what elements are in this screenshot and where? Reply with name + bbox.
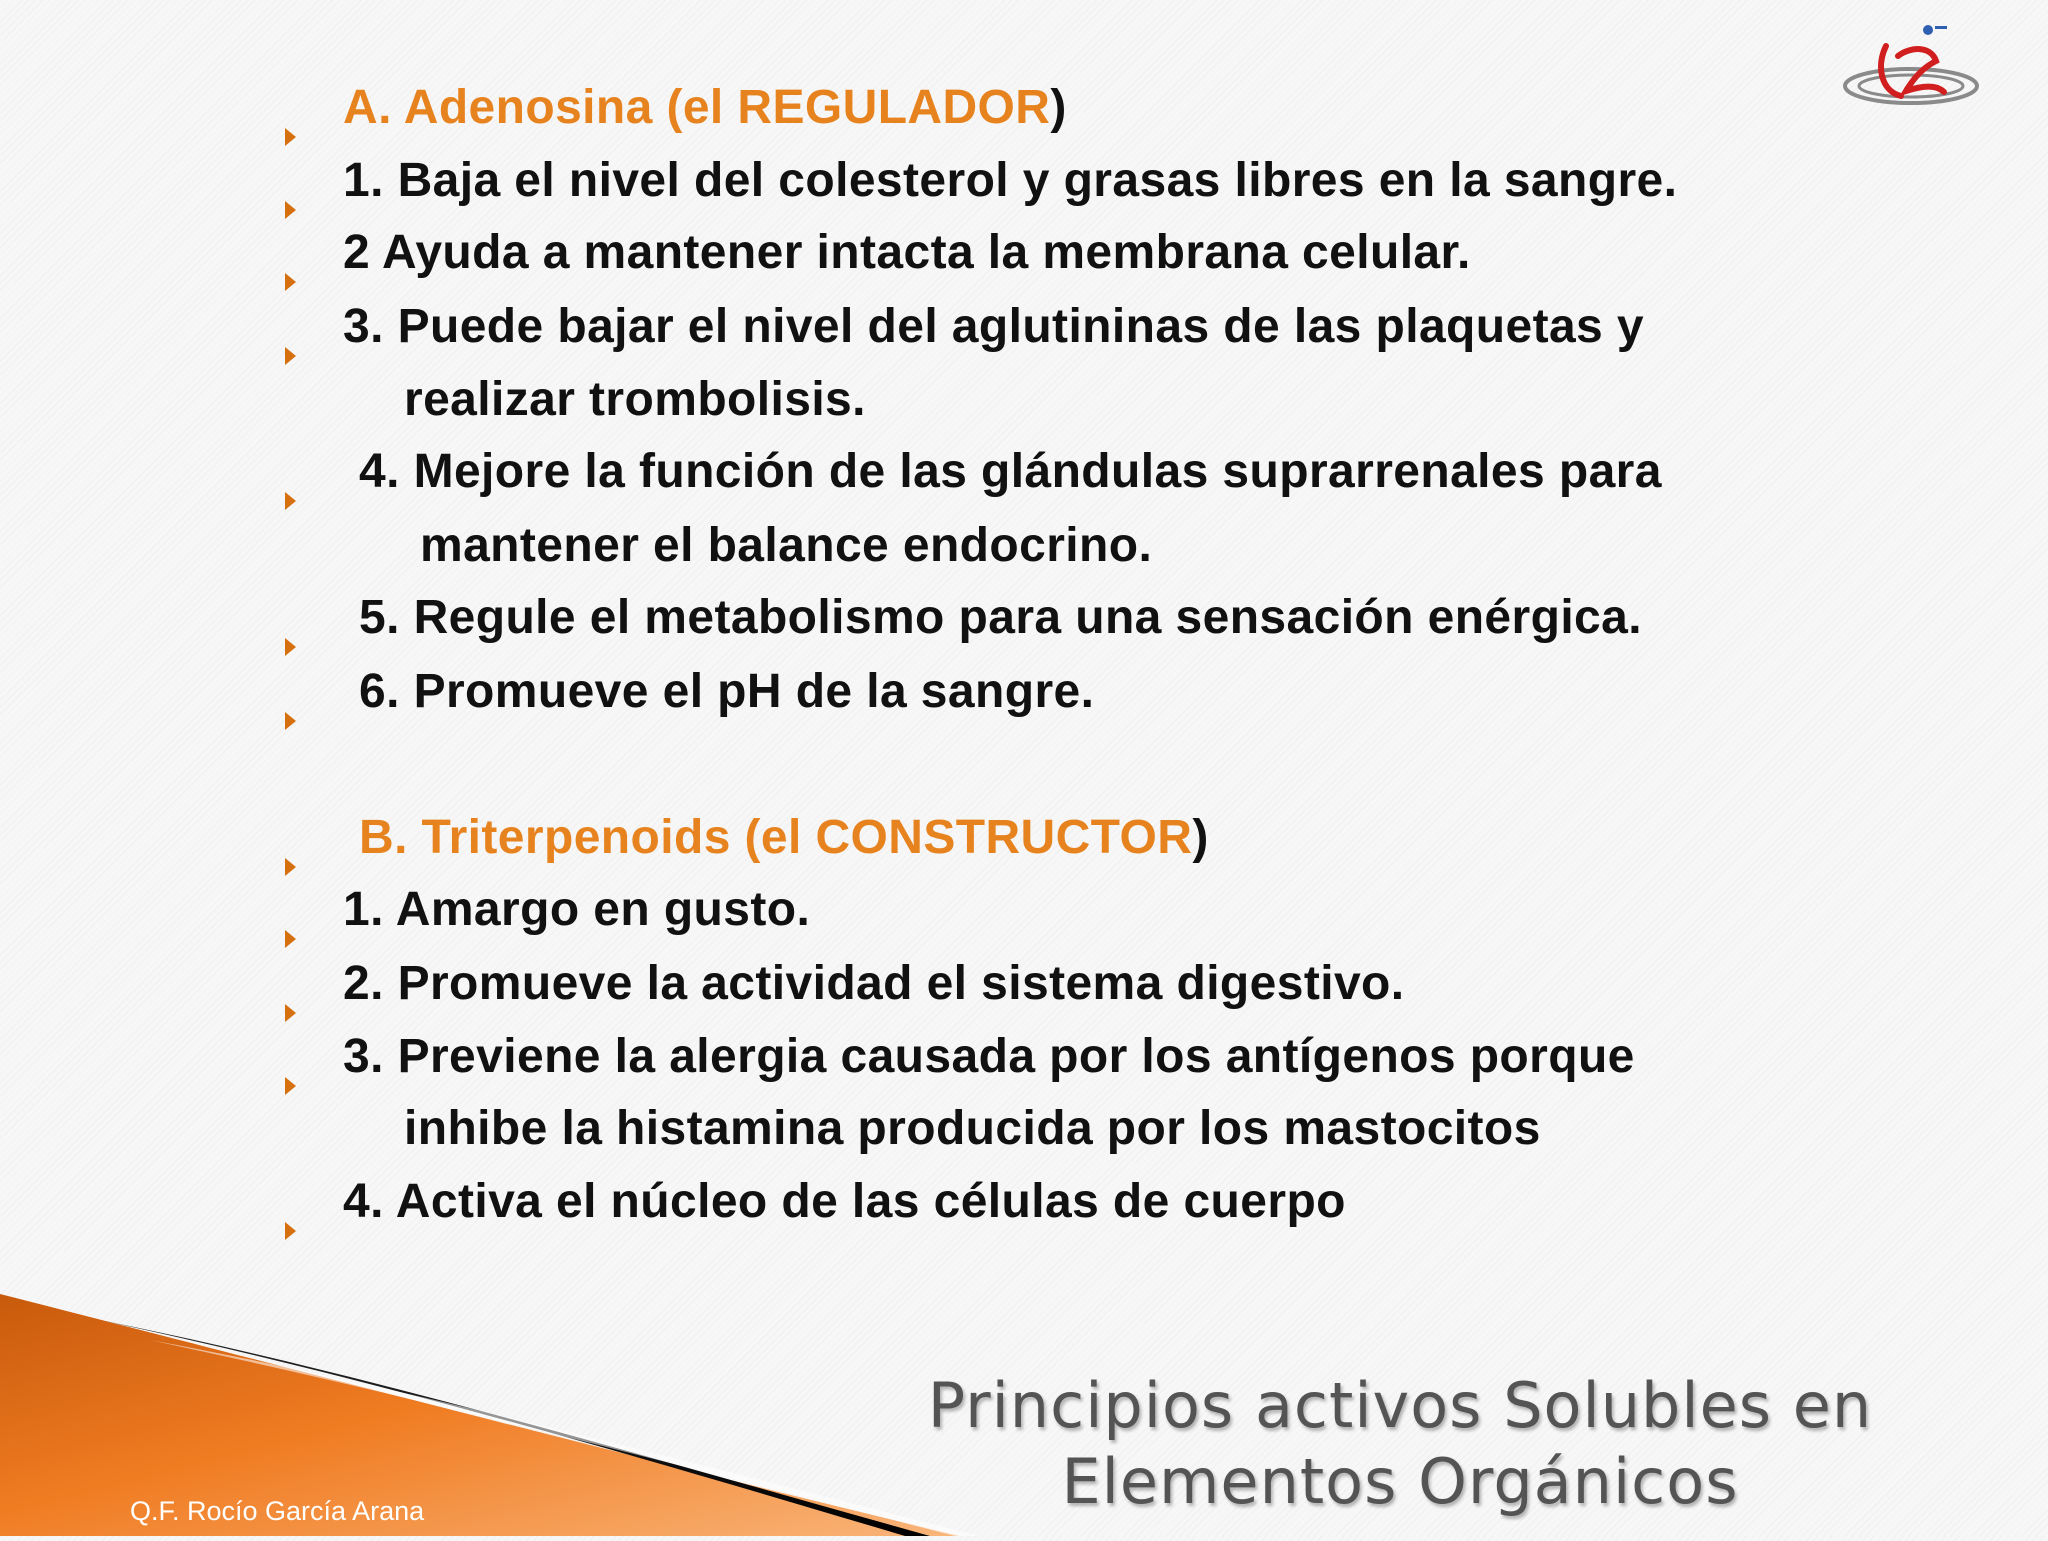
item-b3-part: 3. Previene la alergia causada por los antígenos porque: [343, 1030, 1635, 1083]
item-a4-cont-part: mantener el balance endocrino.: [420, 519, 1153, 572]
slide-title-line-1: Principios activos Solubles en: [927, 1369, 1873, 1442]
bullet-marker-icon: [285, 273, 296, 291]
item-a2-part: 2 Ayuda a mantener intacta la membrana celular.: [343, 226, 1471, 279]
a-heading: [343, 80, 1067, 136]
b-heading: [359, 810, 1209, 866]
item-b1: [343, 882, 810, 938]
slide-title: [840, 1368, 1960, 1520]
bullet-marker-icon: [285, 492, 296, 510]
item-a3-part: 3. Puede bajar el nivel del aglutininas de las plaquetas y: [343, 300, 1644, 353]
item-b3-cont: [404, 1101, 1541, 1157]
item-b2: [343, 956, 1405, 1012]
item-a3-cont-part: realizar trombolisis.: [404, 373, 866, 426]
slide-title-line-2: Elementos Orgánicos: [1061, 1445, 1739, 1518]
item-a5: [359, 590, 1642, 646]
item-b4: [343, 1174, 1346, 1230]
bullet-marker-icon: [285, 201, 296, 219]
item-a4-part: 4. Mejore la función de las glándulas suprarrenales para: [359, 445, 1662, 498]
bullet-marker-icon: [285, 1222, 296, 1240]
bullet-marker-icon: [285, 858, 296, 876]
item-a6-part: 6. Promueve el pH de la sangre.: [359, 665, 1095, 718]
bullet-marker-icon: [285, 638, 296, 656]
item-a3-cont: [404, 372, 866, 428]
bullet-marker-icon: [285, 1004, 296, 1022]
author-credit: Q.F. Rocío García Arana: [130, 1496, 425, 1526]
item-a1-part: 1. Baja el nivel del colesterol y grasas libres en la sangre.: [343, 154, 1678, 207]
a-heading-part: ): [1050, 81, 1067, 134]
b-heading-part: ): [1192, 811, 1209, 864]
bullet-marker-icon: [285, 712, 296, 730]
b-heading-part: B. Triterpenoids (el CONSTRUCTOR: [359, 811, 1193, 864]
bullet-marker-icon: [285, 347, 296, 365]
bullet-marker-icon: [285, 930, 296, 948]
item-b1-part: 1. Amargo en gusto.: [343, 883, 811, 936]
item-a3: [343, 299, 1644, 355]
item-b2-part: 2. Promueve la actividad el sistema digestivo.: [343, 957, 1405, 1010]
item-b4-part: 4. Activa el núcleo de las células de cuerpo: [343, 1175, 1346, 1228]
item-a5-part: 5. Regule el metabolismo para una sensación enérgica.: [359, 591, 1642, 644]
item-a4: [359, 444, 1662, 500]
bullet-marker-icon: [285, 128, 296, 146]
bullet-marker-icon: [285, 1077, 296, 1095]
item-a2: [343, 225, 1471, 281]
item-a4-cont: [420, 518, 1152, 574]
a-heading-part: A. Adenosina (el REGULADOR: [343, 81, 1051, 134]
item-a6: [359, 664, 1094, 720]
item-b3: [343, 1029, 1635, 1085]
item-a1: [343, 153, 1677, 209]
item-b3-cont-part: inhibe la histamina producida por los mastocitos: [404, 1102, 1541, 1155]
